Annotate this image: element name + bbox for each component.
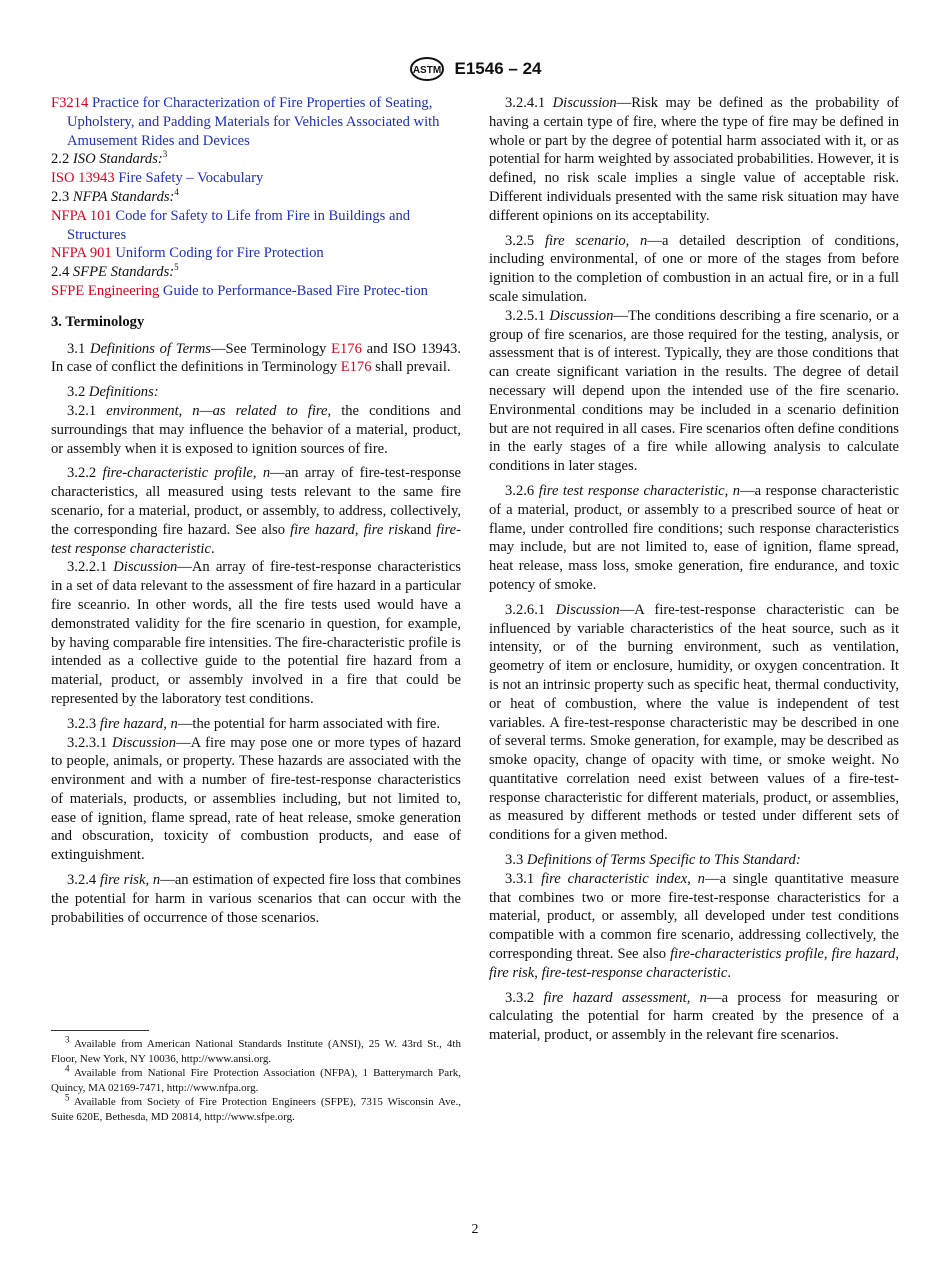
paragraph-3-2-3: 3.2.3 fire hazard, n—the potential for harm associated with fire. xyxy=(67,715,441,732)
reference-nfpa-901 xyxy=(51,244,461,263)
footnote-mark[interactable]: 4 xyxy=(174,187,179,198)
paragraph-3-2-2: 3.2.2 fire-characteristic profile, n—an array of fire-test-response characteristics, all measured using tests relevant to the same fire scenario, for a material, product, or assembly, to address, collectively, the corresponding fire hazard. See also fire hazard, fire riskand fire-test response characteristic. xyxy=(51,465,461,557)
document-designation: E1546 – 24 xyxy=(454,59,542,78)
reference-f3214 xyxy=(51,94,461,150)
paragraph-3-2-5: 3.2.5 fire scenario, n—a detailed description of conditions, including environmental, of one or more of the stages from before ignition to the completion of combustion in an actual fire, or in a full scale simulation. xyxy=(489,232,900,305)
reference-iso-13943 xyxy=(51,169,461,188)
paragraph-3-2-3-1: 3.2.3.1 Discussion—A fire may pose one or more types of hazard to people, animals, or property. These hazards are associated with the environment and with a number of fire-test-response characteristics of materials, products, or assemblies including, but not limited to, ease of ignition, flame spread, rate of heat release, smoke generation and obscuration, toxicity of combustion products, and ease of extinguishment. xyxy=(51,734,461,864)
reference-nfpa-101 xyxy=(51,207,461,245)
paragraph-3-2-2-1: 3.2.2.1 Discussion—An array of fire-test-response characteristics in a set of data relevant to the assessment of fire hazard in a particular fire sceanrio. In other words, all the fire tests used would have a demonstrated validity for the fire scenario in question, for example, by having comparable fire intensities. The fire-characteristic profile is intended as a collective guide to the potential fire hazard from a material, product, or assembly involved in a fire that could be represented by the laboratory test conditions. xyxy=(51,559,461,707)
footnote-4: $^4$ Available from National Fire Protection Association (NFPA), 1 Batterymarch Park, Quincy, MA 02169-7471, http://www.nfpa.org. xyxy=(51,1063,461,1094)
reference-sfpe xyxy=(51,282,461,301)
footnote-mark[interactable]: 3 xyxy=(162,149,168,160)
section-heading-terminology: 3. Terminology xyxy=(51,313,145,330)
reference-link-e176[interactable]: E176 xyxy=(340,359,372,376)
paragraph-3-2-4: 3.2.4 fire risk, n—an estimation of expected fire loss that combines the potential for harm in various scenarios that can occur with the probabilities of occurrence of those scenarios. xyxy=(51,872,461,926)
reference-code-link[interactable]: F3214 xyxy=(51,95,89,111)
reference-title-link[interactable]: Practice for Characterization of Fire Properties of Seating, Upholstery, and Padding Materials for Vehicles Associated with Amusement Rides and Devices xyxy=(67,95,440,149)
reference-title-link[interactable]: Code for Safety to Life from Fire in Buildings and Structures xyxy=(67,207,411,243)
footnotes xyxy=(51,1030,461,1125)
left-column xyxy=(51,94,461,927)
right-column xyxy=(489,94,899,1045)
paragraph-3-2-6-1: 3.2.6.1 Discussion—A fire-test-response characteristic can be influenced by variable characteristics of the heat source, such as it intensity, or of the burning environment, such as ventilation, geometry of item or enclosure, humidity, or oxygen concentration. It is not an intrinsic property such as specific heat, thermal conductivity, or heat of combustion, where the value is independent of test variables. A fire-test-response characteristic may be described in one of several terms. Smoke generation, for example, may be described as smoke opacity, change of opacity with time, or smoke weight. No quantitative correlation need exist between values of a fire-test-response characteristic for different materials, product, or assemblies, as measured by different methods or tested under different sets of conditions for a given method. xyxy=(489,601,900,844)
reference-title-link[interactable]: Uniform Coding for Fire Protection xyxy=(115,245,324,262)
paragraph-3-3: 3.3 Definitions of Terms Specific to This Standard: xyxy=(505,852,801,869)
paragraph-3-3-1: 3.3.1 fire characteristic index, n—a single quantitative measure that combines two or more fire-test-response characteristics for a material, product, or assembly, all developed under test conditions compatible with a common fire scenario, addressing collectively, the corresponding threat. See also fire-characteristics profile, fire hazard, fire risk, fire-test-response characteristic. xyxy=(489,870,900,981)
footnote-divider xyxy=(51,1030,149,1031)
reference-link-e176[interactable]: E176 xyxy=(331,340,362,357)
paragraph-3-3-2: 3.3.2 fire hazard assessment, n—a process for measuring or calculating the potential for harm created by the presence of a material, product, or assembly in the relevant fire scenarios. xyxy=(489,989,899,1044)
footnote-mark[interactable]: 5 xyxy=(174,262,179,273)
paragraph-3-2-1: 3.2.1 environment, n—as related to fire, the conditions and surroundings that may influence the behavior of a material, product, or assembly when it is exposed to ignition sources of fire. xyxy=(51,402,461,457)
reference-code-link[interactable]: SFPE Engineering xyxy=(51,282,160,299)
section-2-2: 2.2 ISO Standards:$^3$ xyxy=(51,149,168,168)
reference-code-link[interactable]: NFPA 101 xyxy=(51,207,112,224)
section-2-3: 2.3 NFPA Standards:$^4$ xyxy=(51,187,179,205)
footnote-5: $^5$ Available from Society of Fire Protection Engineers (SFPE), 7315 Wisconsin Ave., Suite 620E, Bethesda, MD 20814, http://www.sfpe.org. xyxy=(51,1092,461,1123)
reference-code-link[interactable]: ISO 13943 xyxy=(51,170,115,187)
reference-title-link[interactable]: Fire Safety – Vocabulary xyxy=(118,170,264,187)
paragraph-3-1: 3.1 Definitions of Terms—See Terminology E176 and ISO 13943. In case of conflict the definitions in Terminology E176 shall prevail. xyxy=(51,340,461,376)
page-number: 2 xyxy=(471,1222,479,1237)
reference-title-link[interactable]: Guide to Performance-Based Fire Protec-tion xyxy=(162,282,428,299)
paragraph-3-2-5-1: 3.2.5.1 Discussion—The conditions describing a fire scenario, or a group of fire scenarios, are those required for the testing, analysis, or assessment that is of interest. Typically, they are those conditions that can create significant variation in the results. The degree of detail necessary will depend upon the intended use of the fire scenario. Environmental conditions may be included in a scenario definition but are not required in all cases. Fire scenarios often define conditions in the early stages of a fire while allowing analysis to calculate conditions in later stages. xyxy=(489,307,899,475)
paragraph-3-2: 3.2 Definitions: xyxy=(67,384,159,401)
page-header xyxy=(0,56,950,82)
section-2-4: 2.4 SFPE Standards:$^5$ xyxy=(51,262,179,281)
svg-text:ASTM: ASTM xyxy=(412,65,441,76)
paragraph-3-2-6: 3.2.6 fire test response characteristic, n—a response characteristic of a material, product, or assembly to a prescribed source of heat or flame, under controlled fire conditions; such response characteristics may include, but are not limited to, ease of ignition, flame spread, heat release, mass loss, smoke generation, fire endurance, and toxic potency of smoke. xyxy=(489,482,899,593)
reference-code-link[interactable]: NFPA 901 xyxy=(51,245,112,262)
paragraph-3-2-4-1: 3.2.4.1 Discussion—Risk may be defined as the probability of having a certain type of fire, where the type of fire may be defined in whole or part by the degree of potential harm associated with it, or as potential for harm weighted by associated probabilities. However, it is defined, no risk scale implies a single value of acceptable risk. Different individuals presented with the same risk situation may have different opinions on its acceptability. xyxy=(489,95,899,224)
astm-logo-icon xyxy=(409,56,445,82)
footnote-3: $^3$ Available from American National Standards Institute (ANSI), 25 W. 43rd St., 4th Floor, New York, NY 10036, http://www.ansi.org. xyxy=(51,1034,461,1065)
